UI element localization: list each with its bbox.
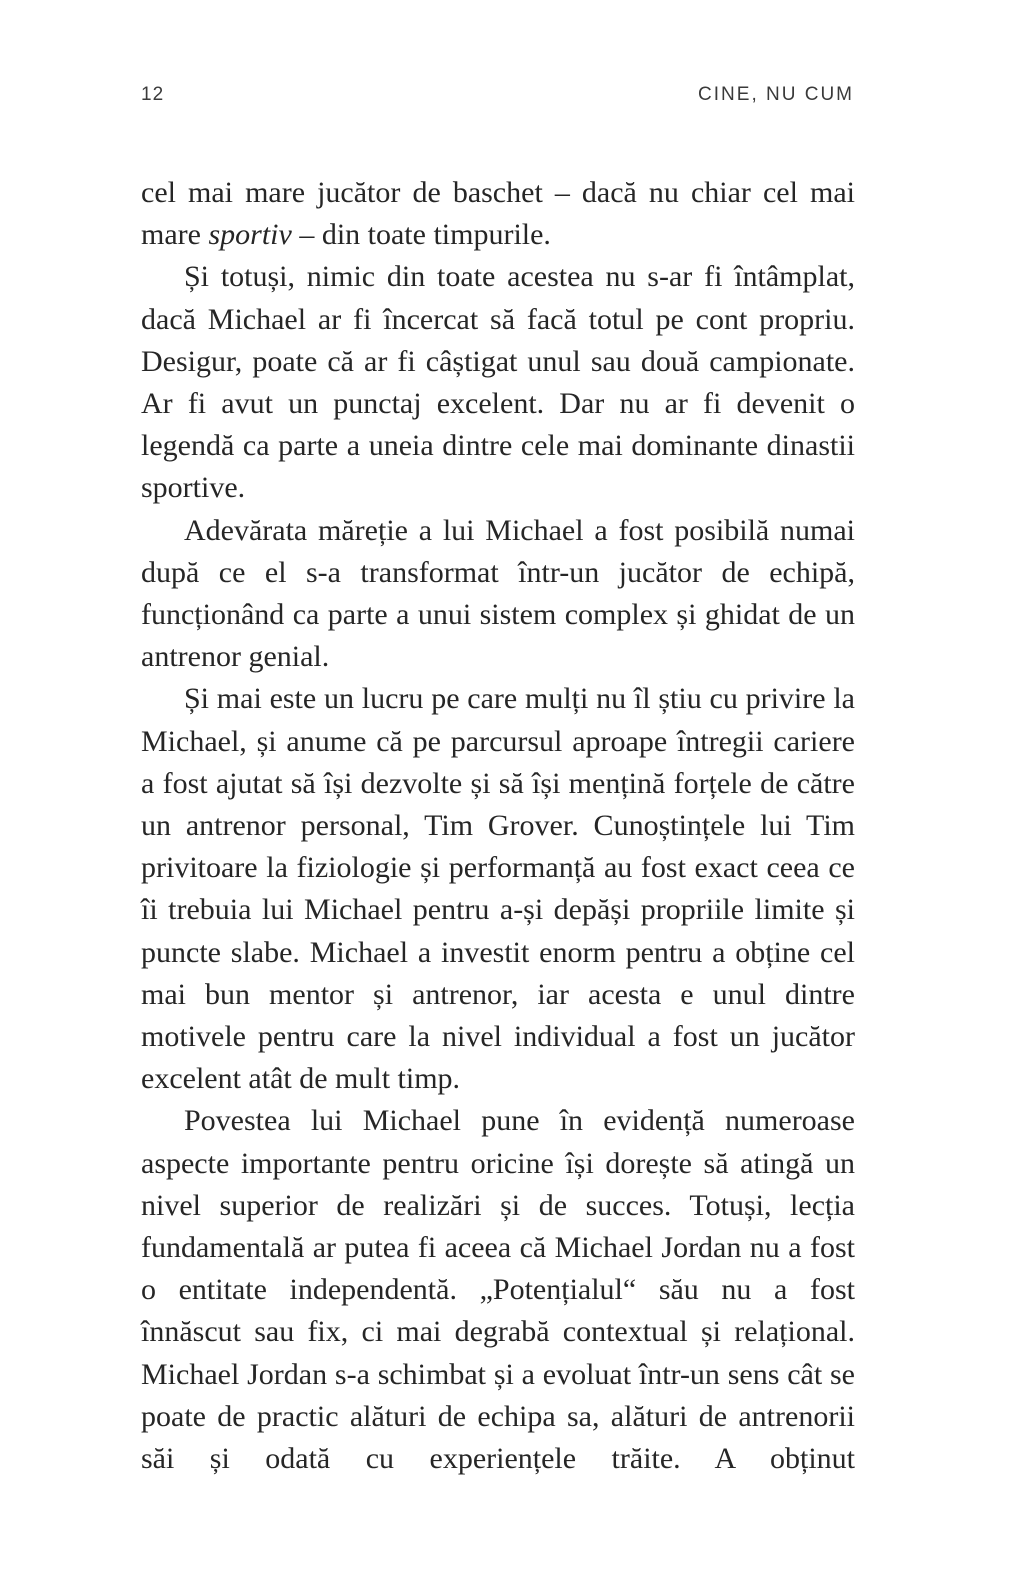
body-text <box>141 172 855 1480</box>
running-title: CINE, NU CUM <box>698 84 854 105</box>
paragraph-5: Povestea lui Michael pune în evidență numeroase aspecte importante pentru oricine își dorește să atingă un nivel superior de realizări și de succes. Totuși, lecția fundamentală ar putea fi aceea că Michael Jordan nu a fost o entitate independentă. „Potențialul“ său nu a fost înnăscut sau fix, ci mai degrabă contextual și relațional. Michael Jordan s-a schimbat și a evoluat într-un sens cât se poate de practic alături de echipa sa, alături de antrenorii săi și odată cu experiențele trăite. A obținut <box>141 1104 855 1476</box>
paragraph-1 <box>141 172 855 256</box>
paragraph-1-emphasis: sportiv <box>208 218 292 252</box>
paragraph-2: Și totuși, nimic din toate acestea nu s-ar fi întâmplat, dacă Michael ar fi încercat să facă totul pe cont propriu. Desigur, poate că ar fi câștigat unul sau două campionate. Ar fi avut un punctaj excelent. Dar nu ar fi devenit o legendă ca parte a uneia dintre cele mai dominante dinastii sportive. <box>141 260 855 505</box>
paragraph-3: Adevărata măreție a lui Michael a fost posibilă numai după ce el s-a transformat într-un jucător de echipă, funcționând ca parte a unui sistem complex și ghidat de un antrenor genial. <box>141 513 855 674</box>
paragraph-1-text-after: – din toate timpurile. <box>291 218 551 252</box>
paragraph-1-text-before: cel mai mare jucător de baschet – dacă nu chiar cel mai mare <box>141 176 855 252</box>
page-number: 12 <box>141 84 165 105</box>
paragraph-4: Și mai este un lucru pe care mulți nu îl știu cu privire la Michael, și anume că pe parcursul aproape întregii cariere a fost ajutat să își dezvolte și să își mențină forțele de către un antrenor personal, Tim Grover. Cunoștințele lui Tim privitoare la fiziologie și performanță au fost exact ceea ce îi trebuia lui Michael pentru a-și depăși propriile limite și puncte slabe. Michael a investit enorm pentru a obține cel mai bun mentor și antrenor, iar acesta e unul dintre motivele pentru care la nivel individual a fost un jucător excelent atât de mult timp. <box>141 682 855 1096</box>
